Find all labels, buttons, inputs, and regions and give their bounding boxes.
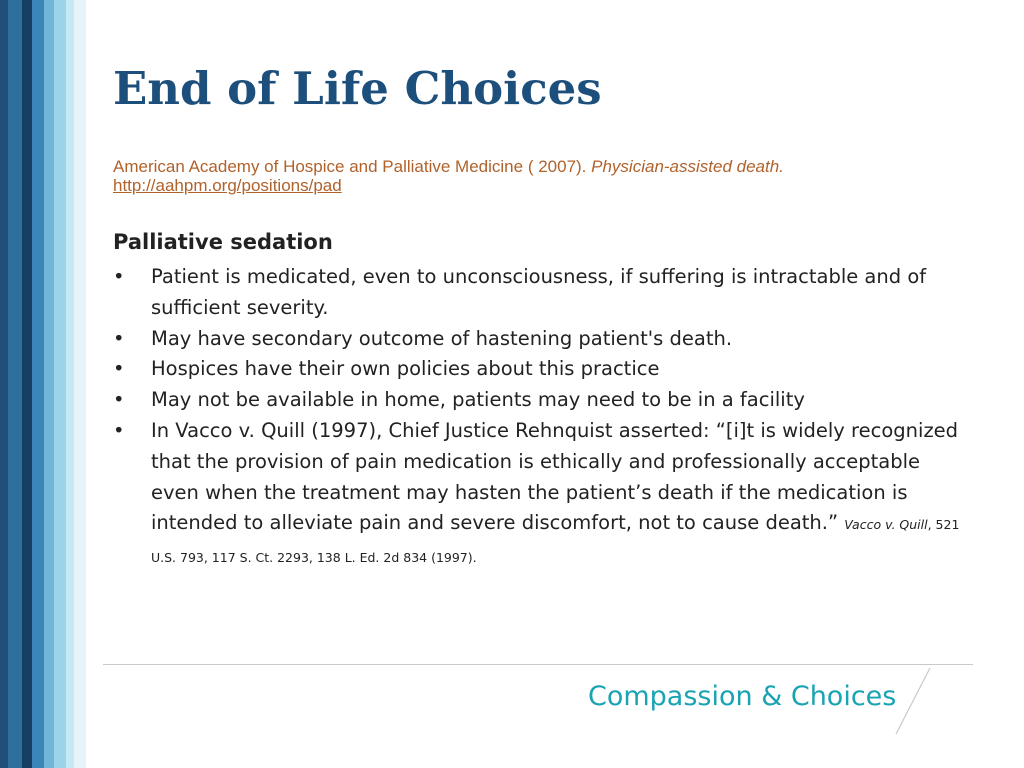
- list-item: [113, 416, 963, 574]
- stripe: [44, 0, 54, 768]
- case-reporter: , 521 U.S. 793, 117 S. Ct. 2293, 138 L. Ed. 2d 834 (1997).: [151, 517, 960, 566]
- stripe: [22, 0, 32, 768]
- bullet-marker: •: [113, 265, 125, 288]
- list-item: [113, 262, 963, 324]
- list-item: [113, 324, 963, 355]
- stripe: [66, 0, 74, 768]
- stripe: [0, 0, 8, 768]
- brand-logo-text: Compassion & Choices: [588, 681, 897, 712]
- case-name: Vacco v. Quill: [844, 517, 928, 533]
- section-heading: Palliative sedation: [113, 230, 333, 254]
- stripe: [32, 0, 44, 768]
- bullet-list: [113, 262, 963, 574]
- stripe: [74, 0, 86, 768]
- bullet-text: Patient is medicated, even to unconsciousness, if suffering is intractable and of sufficient severity.: [151, 265, 927, 319]
- bullet-text: May have secondary outcome of hastening patient's death.: [151, 326, 733, 350]
- stripe: [8, 0, 22, 768]
- footer-divider: [103, 664, 973, 665]
- citation-work-title: Physician-assisted death.: [591, 157, 784, 176]
- stripe: [54, 0, 66, 768]
- bullet-text: May not be available in home, patients may need to be in a facility: [151, 388, 805, 412]
- left-decorative-stripes: [0, 0, 86, 768]
- citation-link[interactable]: http://aahpm.org/positions/pad: [113, 176, 342, 195]
- bullet-text: In Vacco v. Quill (1997), Chief Justice Rehnquist asserted: “[i]t is widely recognized that the provision of pain medication is ethically and professionally acceptable even when the treatment may hasten the patient’s death if the medication is intended to alleviate pain and severe discomfort, not to cause death.”: [151, 418, 959, 535]
- bullet-marker: •: [113, 388, 125, 412]
- source-citation: [113, 157, 973, 195]
- citation-source: American Academy of Hospice and Palliative Medicine ( 2007).: [113, 157, 587, 176]
- bullet-text: Hospices have their own policies about this practice: [151, 357, 660, 381]
- bullet-marker: •: [113, 418, 125, 442]
- list-item: [113, 385, 963, 416]
- list-item: [113, 354, 963, 385]
- bullet-marker: •: [113, 326, 125, 350]
- bullet-marker: •: [113, 357, 125, 381]
- slide-title: End of Life Choices: [113, 62, 602, 115]
